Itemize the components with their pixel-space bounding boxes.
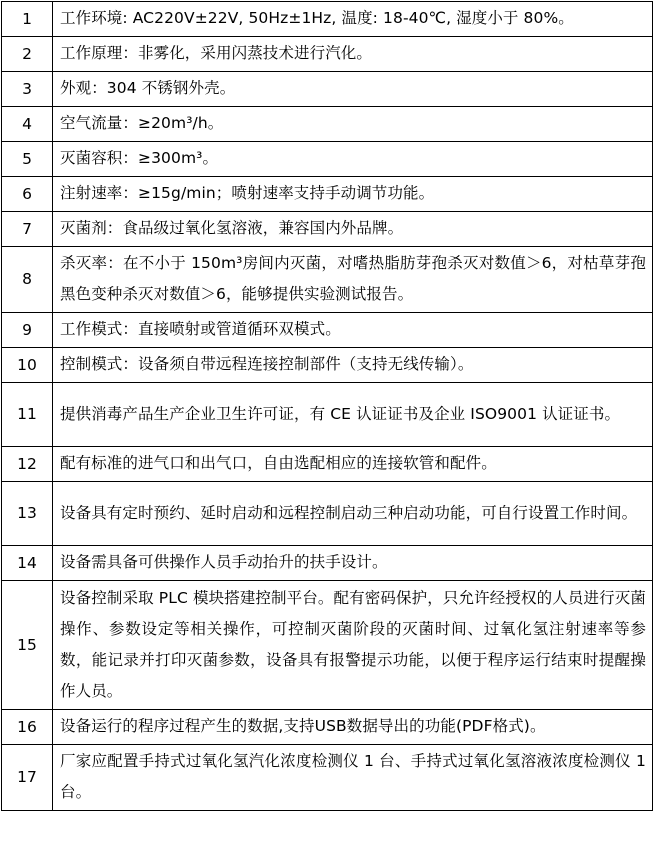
row-text: 配有标准的进气口和出气口，自由选配相应的连接软管和配件。 bbox=[53, 447, 653, 482]
row-number: 9 bbox=[2, 313, 53, 348]
row-text: 杀灭率：在不小于 150m³房间内灭菌，对嗜热脂肪芽孢杀灭对数值＞6，对枯草芽孢黑色变种杀灭对数值＞6，能够提供实验测试报告。 bbox=[53, 247, 653, 313]
row-number: 7 bbox=[2, 212, 53, 247]
table-row bbox=[2, 72, 653, 107]
row-text: 灭菌容积：≥300m³。 bbox=[53, 142, 653, 177]
table-row bbox=[2, 142, 653, 177]
table-row bbox=[2, 482, 653, 546]
table-row bbox=[2, 313, 653, 348]
row-number: 2 bbox=[2, 37, 53, 72]
row-text: 工作原理：非雾化，采用闪蒸技术进行汽化。 bbox=[53, 37, 653, 72]
table-row bbox=[2, 447, 653, 482]
row-number: 17 bbox=[2, 745, 53, 811]
row-text: 工作环境: AC220V±22V, 50Hz±1Hz, 温度: 18-40℃, 湿度小于 80%。 bbox=[53, 2, 653, 37]
row-number: 11 bbox=[2, 383, 53, 447]
row-text: 外观：304 不锈钢外壳。 bbox=[53, 72, 653, 107]
table-row bbox=[2, 247, 653, 313]
row-number: 13 bbox=[2, 482, 53, 546]
table-row bbox=[2, 348, 653, 383]
row-number: 5 bbox=[2, 142, 53, 177]
row-number: 4 bbox=[2, 107, 53, 142]
table-row bbox=[2, 745, 653, 811]
row-text: 提供消毒产品生产企业卫生许可证，有 CE 认证证书及企业 ISO9001 认证证书。 bbox=[53, 383, 653, 447]
row-number: 12 bbox=[2, 447, 53, 482]
table-row bbox=[2, 383, 653, 447]
row-text: 工作模式：直接喷射或管道循环双模式。 bbox=[53, 313, 653, 348]
table-row bbox=[2, 710, 653, 745]
row-text: 空气流量：≥20m³/h。 bbox=[53, 107, 653, 142]
table-row bbox=[2, 107, 653, 142]
table-row bbox=[2, 177, 653, 212]
row-number: 6 bbox=[2, 177, 53, 212]
row-text: 厂家应配置手持式过氧化氢汽化浓度检测仪 1 台、手持式过氧化氢溶液浓度检测仪 1 台。 bbox=[53, 745, 653, 811]
table-row bbox=[2, 546, 653, 581]
table-row bbox=[2, 37, 653, 72]
row-number: 16 bbox=[2, 710, 53, 745]
row-number: 1 bbox=[2, 2, 53, 37]
row-text: 设备需具备可供操作人员手动抬升的扶手设计。 bbox=[53, 546, 653, 581]
spec-table bbox=[1, 1, 653, 811]
row-number: 15 bbox=[2, 581, 53, 710]
row-text: 设备运行的程序过程产生的数据,支持USB数据导出的功能(PDF格式)。 bbox=[53, 710, 653, 745]
row-text: 控制模式：设备须自带远程连接控制部件（支持无线传输）。 bbox=[53, 348, 653, 383]
table-row bbox=[2, 2, 653, 37]
row-text: 设备具有定时预约、延时启动和远程控制启动三种启动功能，可自行设置工作时间。 bbox=[53, 482, 653, 546]
row-number: 14 bbox=[2, 546, 53, 581]
row-number: 8 bbox=[2, 247, 53, 313]
row-text: 注射速率：≥15g/min；喷射速率支持手动调节功能。 bbox=[53, 177, 653, 212]
table-row bbox=[2, 581, 653, 710]
row-number: 10 bbox=[2, 348, 53, 383]
row-text: 灭菌剂：食品级过氧化氢溶液，兼容国内外品牌。 bbox=[53, 212, 653, 247]
row-number: 3 bbox=[2, 72, 53, 107]
table-row bbox=[2, 212, 653, 247]
row-text: 设备控制采取 PLC 模块搭建控制平台。配有密码保护，只允许经授权的人员进行灭菌操作、参数设定等相关操作，可控制灭菌阶段的灭菌时间、过氧化氢注射速率等参数，能记录并打印灭菌参数，设备具有报警提示功能，以便于程序运行结束时提醒操作人员。 bbox=[53, 581, 653, 710]
